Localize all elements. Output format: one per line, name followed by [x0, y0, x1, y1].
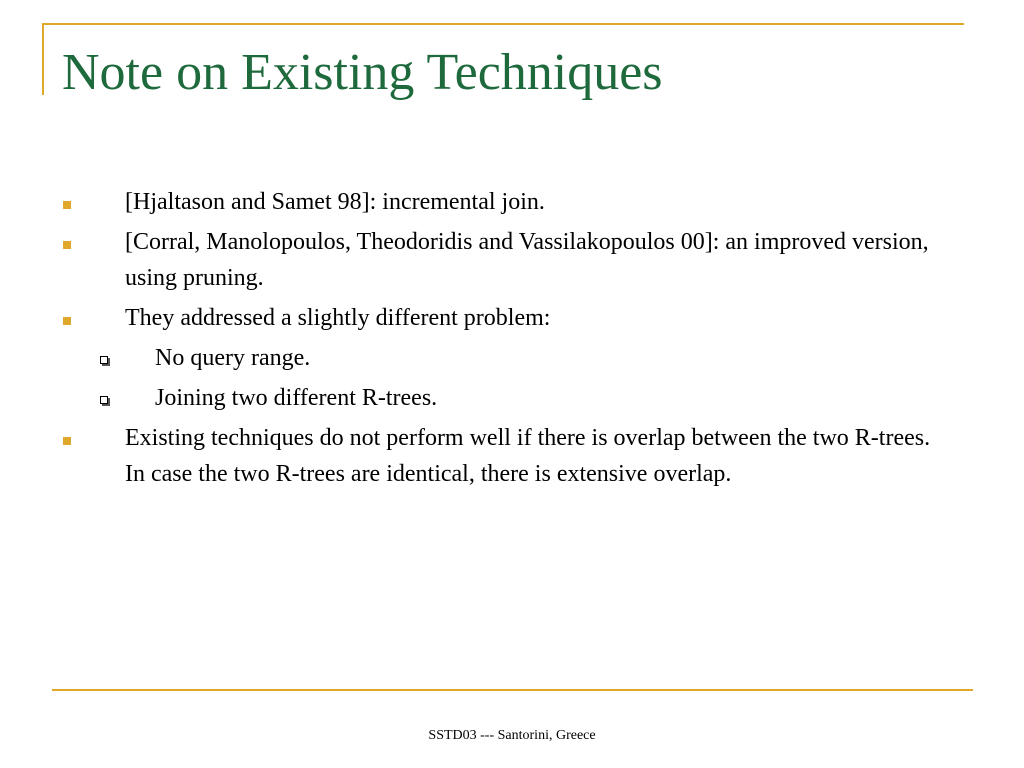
- slide-footer: [0, 726, 1024, 746]
- filled-square-bullet-icon: [63, 241, 71, 249]
- sub-bullet-item: [0, 340, 945, 376]
- frame-top-rule: [42, 23, 964, 25]
- bullet-item: [0, 300, 945, 336]
- footer-label: SSTD03 --- Santorini, Greece: [428, 728, 596, 743]
- bullet-text: [Corral, Manolopoulos, Theodoridis and Vassilakopoulos 00]: an improved version, using pruning.: [125, 229, 929, 291]
- filled-square-bullet-icon: [63, 317, 71, 325]
- slide-title: Note on Existing Techniques: [62, 44, 663, 101]
- bullet-item: [0, 420, 945, 492]
- filled-square-bullet-icon: [63, 437, 71, 445]
- sub-bullet-item: [0, 380, 945, 416]
- sub-bullet-text: No query range.: [155, 345, 311, 371]
- bullet-text: They addressed a slightly different problem:: [125, 305, 551, 331]
- footer-rule: [52, 689, 973, 691]
- filled-square-bullet-icon: [63, 201, 71, 209]
- bullet-item: [0, 224, 945, 296]
- bullet-text: [Hjaltason and Samet 98]: incremental join.: [125, 189, 545, 215]
- hollow-square-bullet-icon: [100, 356, 108, 364]
- bullet-item: [0, 184, 945, 220]
- bullet-list: [0, 184, 1024, 496]
- sub-bullet-text: Joining two different R-trees.: [155, 385, 438, 411]
- frame-left-rule: [42, 23, 44, 95]
- bullet-text: Existing techniques do not perform well if there is overlap between the two R-trees. In case the two R-trees are identical, there is extensive overlap.: [125, 425, 931, 487]
- hollow-square-bullet-icon: [100, 396, 108, 404]
